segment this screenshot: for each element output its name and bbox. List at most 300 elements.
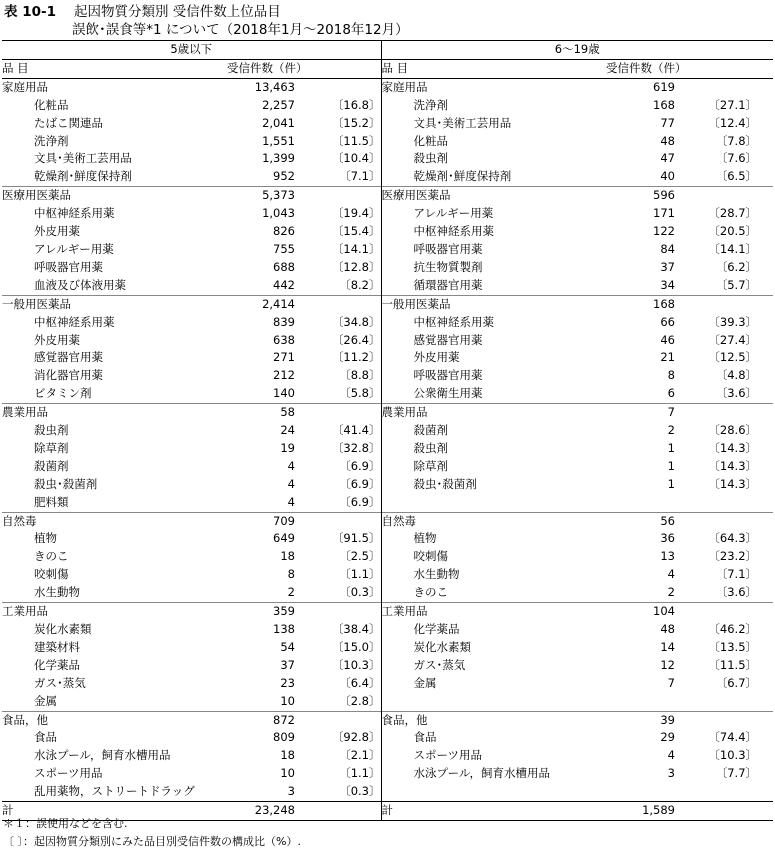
left-item-pct: 〔7.1〕 xyxy=(339,169,381,184)
item-row xyxy=(2,747,773,765)
item-row xyxy=(2,332,773,350)
right-category-pct-empty xyxy=(675,603,773,621)
right-category-count: 596 xyxy=(591,187,675,205)
right-item-name: 殺虫剤 xyxy=(381,150,591,168)
left-item-pct: 〔5.8〕 xyxy=(339,386,381,401)
left-category-name: 医療用医薬品 xyxy=(2,187,212,205)
left-item-count: 37 xyxy=(280,657,295,672)
right-item-count: 6 xyxy=(667,386,675,401)
item-row xyxy=(2,675,773,693)
right-category-pct-empty xyxy=(675,711,773,729)
right-item-name: 殺虫剤 xyxy=(381,440,591,458)
right-item-count xyxy=(591,783,675,801)
right-item-name: 化学薬品 xyxy=(381,621,591,639)
item-row xyxy=(2,150,773,168)
category-row xyxy=(2,78,773,96)
left-item-pct: 〔1.1〕 xyxy=(339,766,381,781)
left-item-count: 952 xyxy=(273,169,295,184)
right-item-pct: 〔14.3〕 xyxy=(708,458,758,473)
right-category-count: 619 xyxy=(591,78,675,96)
right-item-pct: 〔12.5〕 xyxy=(708,350,758,365)
left-item-count: 23 xyxy=(280,675,295,690)
left-item-pct: 〔10.3〕 xyxy=(331,657,381,672)
right-item-pct: 〔11.5〕 xyxy=(708,657,758,672)
left-item-pct: 〔12.8〕 xyxy=(331,259,381,274)
right-item-pct: 〔74.4〕 xyxy=(708,730,758,745)
left-item-count: 1,043 xyxy=(262,206,295,221)
left-item-name: 金属 xyxy=(34,693,57,708)
right-item-name: 炭化水素類 xyxy=(381,639,591,657)
left-item-count: 18 xyxy=(280,748,295,763)
right-item-count: 29 xyxy=(660,730,675,745)
left-item-pct: 〔11.5〕 xyxy=(331,133,381,148)
right-item-pct: 〔23.2〕 xyxy=(708,549,758,564)
right-item-count: 47 xyxy=(660,151,675,166)
category-row xyxy=(2,603,773,621)
category-row xyxy=(2,711,773,729)
right-category-count: 39 xyxy=(591,711,675,729)
left-item-count: 4 xyxy=(287,458,295,473)
item-row xyxy=(2,494,773,512)
right-item-count: 46 xyxy=(660,332,675,347)
left-group-header: 5歳以下 xyxy=(2,41,381,60)
left-item-name: 殺虫･殺菌剤 xyxy=(34,476,98,491)
right-item-pct: 〔7.1〕 xyxy=(715,567,758,582)
left-category-count: 58 xyxy=(212,404,295,422)
left-item-name: 化粧品 xyxy=(34,97,69,112)
left-item-name: 文具･美術工芸用品 xyxy=(34,151,132,166)
item-row xyxy=(2,314,773,332)
left-item-name: 感覚器官用薬 xyxy=(34,350,103,365)
left-item-count: 138 xyxy=(273,622,295,636)
right-item-name: 植物 xyxy=(381,530,591,548)
left-item-pct: 〔0.3〕 xyxy=(339,585,381,600)
right-item-count: 34 xyxy=(660,277,675,292)
left-item-count: 140 xyxy=(273,386,295,401)
footnote-1: ＊１：誤使用などを含む. xyxy=(3,817,128,830)
left-item-name: 乱用薬物，ストリートドラッグ xyxy=(34,784,195,799)
left-category-pct-empty xyxy=(295,187,381,205)
right-item-name: 抗生物質製剤 xyxy=(381,259,591,277)
left-item-pct: 〔8.2〕 xyxy=(339,277,381,292)
right-item-pct: 〔6.2〕 xyxy=(715,259,758,274)
left-category-pct-empty xyxy=(295,603,381,621)
right-item-name: 化粧品 xyxy=(381,133,591,151)
left-item-count: 24 xyxy=(280,423,295,438)
left-item-count: 649 xyxy=(273,531,295,546)
left-category-count: 359 xyxy=(212,603,295,621)
left-item-pct: 〔92.8〕 xyxy=(331,730,381,745)
right-item-pct xyxy=(675,693,773,711)
left-item-pct: 〔15.4〕 xyxy=(331,224,381,239)
item-row xyxy=(2,530,773,548)
left-item-pct: 〔19.4〕 xyxy=(331,206,381,221)
right-item-name: 咬刺傷 xyxy=(381,548,591,566)
left-item-name: 消化器官用薬 xyxy=(34,368,103,383)
left-item-name: 植物 xyxy=(34,531,57,546)
column-header-row xyxy=(2,59,773,78)
left-item-pct: 〔6.9〕 xyxy=(339,476,381,491)
right-item-name: 中枢神経系用薬 xyxy=(381,314,591,332)
left-category-name: 家庭用品 xyxy=(2,78,212,96)
item-row xyxy=(2,458,773,476)
right-item-pct: 〔13.5〕 xyxy=(708,639,758,654)
left-item-pct: 〔11.2〕 xyxy=(331,350,381,365)
right-item-name: 乾燥剤･鮮度保持剤 xyxy=(381,168,591,186)
left-item-name: 水生動物 xyxy=(34,585,80,600)
right-item-name: 呼吸器官用薬 xyxy=(381,241,591,259)
left-category-pct-empty xyxy=(295,78,381,96)
left-category-pct-empty xyxy=(295,295,381,313)
right-item-count: 1 xyxy=(667,440,675,455)
right-category-name: 自然毒 xyxy=(381,512,591,530)
left-category-name: 工業用品 xyxy=(2,603,212,621)
right-item-name: 循環器官用薬 xyxy=(381,277,591,295)
left-item-name: 中枢神経系用薬 xyxy=(34,206,115,221)
right-item-count: 48 xyxy=(660,133,675,148)
item-row xyxy=(2,168,773,186)
right-item-name: 中枢神経系用薬 xyxy=(381,223,591,241)
left-item-count: 212 xyxy=(273,368,295,383)
category-row xyxy=(2,404,773,422)
right-item-count: 36 xyxy=(660,531,675,546)
left-count-header: 受信件数（件） xyxy=(212,59,381,78)
left-item-pct: 〔15.0〕 xyxy=(331,639,381,654)
right-category-pct-empty xyxy=(675,187,773,205)
left-item-name: 中枢神経系用薬 xyxy=(34,314,115,329)
left-item-count: 2,041 xyxy=(262,115,295,130)
right-category-pct-empty xyxy=(675,404,773,422)
left-item-name: 肥料類 xyxy=(34,494,69,509)
left-item-name: 除草剤 xyxy=(34,440,69,455)
left-item-name: 乾燥剤･鮮度保持剤 xyxy=(34,169,132,184)
right-item-count: 21 xyxy=(660,350,675,365)
item-row xyxy=(2,349,773,367)
left-item-name: たばこ関連品 xyxy=(34,115,103,130)
right-item-name: きのこ xyxy=(381,584,591,602)
left-item-count: 826 xyxy=(273,224,295,239)
item-row xyxy=(2,133,773,151)
left-item-name: 水泳プール，飼育水槽用品 xyxy=(34,748,171,763)
left-item-count: 1,399 xyxy=(262,151,295,166)
left-item-name: 血液及び体液用薬 xyxy=(34,277,126,292)
right-item-pct: 〔46.2〕 xyxy=(708,622,758,636)
left-category-count: 5,373 xyxy=(212,187,295,205)
right-item-count: 48 xyxy=(660,622,675,636)
left-item-name: スポーツ用品 xyxy=(34,766,103,781)
item-row xyxy=(2,115,773,133)
right-item-count: 2 xyxy=(667,585,675,600)
right-item-name: 感覚器官用薬 xyxy=(381,332,591,350)
left-item-pct: 〔32.8〕 xyxy=(331,440,381,455)
table-title xyxy=(4,3,281,21)
left-category-name: 食品，他 xyxy=(2,711,212,729)
left-category-pct-empty xyxy=(295,711,381,729)
item-row xyxy=(2,422,773,440)
right-category-name: 食品，他 xyxy=(381,711,591,729)
right-item-header: 品 目 xyxy=(381,59,591,78)
left-item-count: 2,257 xyxy=(262,97,295,112)
table-subtitle: 誤飲･誤食等*1 について（2018年1月～2018年12月） xyxy=(72,22,409,38)
right-category-name: 医療用医薬品 xyxy=(381,187,591,205)
right-item-name: 洗浄剤 xyxy=(381,97,591,115)
left-item-name: 殺菌剤 xyxy=(34,458,69,473)
right-item-pct: 〔3.6〕 xyxy=(715,585,758,600)
right-item-count: 171 xyxy=(653,206,675,221)
right-item-name: 金属 xyxy=(381,675,591,693)
right-item-name: 食品 xyxy=(381,729,591,747)
right-item-count: 3 xyxy=(667,766,675,781)
left-item-name: 建築材料 xyxy=(34,639,80,654)
item-row xyxy=(2,367,773,385)
right-item-count: 1 xyxy=(667,458,675,473)
category-row xyxy=(2,295,773,313)
right-item-count: 2 xyxy=(667,423,675,438)
left-item-pct: 〔6.9〕 xyxy=(339,458,381,473)
right-item-name: 殺虫･殺菌剤 xyxy=(381,476,591,494)
right-category-count: 168 xyxy=(591,295,675,313)
table-number: 表 10-1 xyxy=(4,4,56,20)
right-item-pct: 〔27.1〕 xyxy=(708,97,758,112)
left-item-name: アレルギー用薬 xyxy=(34,241,114,256)
left-item-count: 4 xyxy=(287,476,295,491)
left-item-pct: 〔10.4〕 xyxy=(331,151,381,166)
left-category-pct-empty xyxy=(295,404,381,422)
left-category-count: 2,414 xyxy=(212,295,295,313)
right-item-count: 4 xyxy=(667,748,675,763)
right-item-pct: 〔14.3〕 xyxy=(708,476,758,491)
right-item-pct: 〔6.5〕 xyxy=(715,169,758,184)
right-item-name xyxy=(381,783,591,801)
left-item-name: 外皮用薬 xyxy=(34,224,80,239)
table-body xyxy=(2,41,773,821)
left-item-name: ビタミン剤 xyxy=(34,386,92,401)
right-category-pct-empty xyxy=(675,78,773,96)
item-row xyxy=(2,440,773,458)
left-item-pct: 〔34.8〕 xyxy=(331,314,381,329)
left-total-label: 計 xyxy=(2,802,212,821)
right-item-count: 40 xyxy=(660,169,675,184)
left-item-pct: 〔2.8〕 xyxy=(339,693,381,708)
item-row xyxy=(2,97,773,115)
right-item-pct: 〔7.7〕 xyxy=(715,766,758,781)
right-item-name: 呼吸器官用薬 xyxy=(381,367,591,385)
left-item-count: 8 xyxy=(287,567,295,582)
right-total-count: 1,589 xyxy=(591,802,675,821)
right-item-name: 除草剤 xyxy=(381,458,591,476)
right-item-name: 文具･美術工芸用品 xyxy=(381,115,591,133)
left-item-count: 809 xyxy=(273,730,295,745)
left-category-count: 872 xyxy=(212,711,295,729)
left-item-pct: 〔0.3〕 xyxy=(339,784,381,799)
right-item-pct: 〔7.6〕 xyxy=(715,151,758,166)
left-category-name: 自然毒 xyxy=(2,512,212,530)
item-row xyxy=(2,621,773,639)
left-item-count: 10 xyxy=(280,766,295,781)
item-row xyxy=(2,277,773,295)
left-item-name: 殺虫剤 xyxy=(34,423,69,438)
item-row xyxy=(2,223,773,241)
right-item-pct: 〔10.3〕 xyxy=(708,748,758,763)
category-row xyxy=(2,187,773,205)
right-category-pct-empty xyxy=(675,295,773,313)
left-category-count: 13,463 xyxy=(212,78,295,96)
item-row xyxy=(2,693,773,711)
right-category-count: 56 xyxy=(591,512,675,530)
left-item-pct: 〔38.4〕 xyxy=(331,622,381,636)
item-row xyxy=(2,639,773,657)
left-total-count: 23,248 xyxy=(212,802,295,821)
left-item-count: 442 xyxy=(273,277,295,292)
right-item-pct: 〔64.3〕 xyxy=(708,531,758,546)
right-item-count: 168 xyxy=(653,97,675,112)
left-item-pct: 〔91.5〕 xyxy=(331,531,381,546)
left-item-count: 19 xyxy=(280,440,295,455)
right-item-pct: 〔14.3〕 xyxy=(708,440,758,455)
left-item-pct: 〔16.8〕 xyxy=(331,97,381,112)
left-item-name: 呼吸器官用薬 xyxy=(34,259,103,274)
left-item-name: 咬刺傷 xyxy=(34,567,69,582)
right-item-name: 外皮用薬 xyxy=(381,349,591,367)
right-item-count xyxy=(591,693,675,711)
right-category-name: 一般用医薬品 xyxy=(381,295,591,313)
right-category-count: 7 xyxy=(591,404,675,422)
left-item-pct: 〔2.1〕 xyxy=(339,748,381,763)
right-item-pct: 〔14.1〕 xyxy=(708,241,758,256)
item-row xyxy=(2,729,773,747)
right-item-name: スポーツ用品 xyxy=(381,747,591,765)
right-item-count xyxy=(591,494,675,512)
right-item-name: 公衆衛生用薬 xyxy=(381,385,591,403)
left-item-pct: 〔15.2〕 xyxy=(331,115,381,130)
right-item-pct: 〔20.5〕 xyxy=(708,224,758,239)
right-item-pct: 〔28.6〕 xyxy=(708,423,758,438)
left-item-pct: 〔2.5〕 xyxy=(339,549,381,564)
item-row xyxy=(2,241,773,259)
right-item-count: 13 xyxy=(660,549,675,564)
left-item-pct: 〔14.1〕 xyxy=(331,241,381,256)
left-item-header: 品 目 xyxy=(2,59,212,78)
data-table xyxy=(2,40,773,821)
right-item-pct: 〔39.3〕 xyxy=(708,314,758,329)
item-row xyxy=(2,259,773,277)
left-item-count: 54 xyxy=(280,639,295,654)
right-item-pct: 〔4.8〕 xyxy=(715,368,758,383)
right-category-pct-empty xyxy=(675,512,773,530)
right-item-count: 122 xyxy=(653,224,675,239)
right-item-pct: 〔12.4〕 xyxy=(708,115,758,130)
right-category-name: 家庭用品 xyxy=(381,78,591,96)
left-item-count: 638 xyxy=(273,332,295,347)
left-item-count: 18 xyxy=(280,549,295,564)
left-item-name: 洗浄剤 xyxy=(34,133,69,148)
right-item-count: 66 xyxy=(660,314,675,329)
right-item-name: 水泳プール，飼育水槽用品 xyxy=(381,765,591,783)
left-item-count: 1,551 xyxy=(262,133,295,148)
right-item-name: 殺菌剤 xyxy=(381,422,591,440)
item-row xyxy=(2,657,773,675)
left-item-count: 4 xyxy=(287,494,295,509)
right-item-count: 37 xyxy=(660,259,675,274)
left-item-count: 755 xyxy=(273,241,295,256)
item-row xyxy=(2,783,773,801)
left-item-name: 外皮用薬 xyxy=(34,332,80,347)
left-category-name: 一般用医薬品 xyxy=(2,295,212,313)
item-row xyxy=(2,476,773,494)
right-item-count: 4 xyxy=(667,567,675,582)
left-item-name: ガス･蒸気 xyxy=(34,675,86,690)
right-item-pct: 〔28.7〕 xyxy=(708,206,758,221)
right-item-pct xyxy=(675,783,773,801)
item-row xyxy=(2,205,773,223)
left-item-count: 2 xyxy=(287,585,295,600)
left-item-pct: 〔41.4〕 xyxy=(331,423,381,438)
left-category-count: 709 xyxy=(212,512,295,530)
item-row xyxy=(2,584,773,602)
footnote-2: 〔 〕：起因物質分類別にみた品目別受信件数の構成比（%）. xyxy=(3,835,301,848)
right-item-pct: 〔7.8〕 xyxy=(715,133,758,148)
item-row xyxy=(2,566,773,584)
right-item-pct xyxy=(675,494,773,512)
left-item-count: 839 xyxy=(273,314,295,329)
right-item-count: 84 xyxy=(660,241,675,256)
right-item-count: 1 xyxy=(667,476,675,491)
item-row xyxy=(2,548,773,566)
left-item-name: きのこ xyxy=(34,549,69,564)
left-item-pct: 〔6.9〕 xyxy=(339,494,381,509)
left-item-name: 食品 xyxy=(34,730,57,745)
group-header-row xyxy=(2,41,773,60)
left-category-name: 農業用品 xyxy=(2,404,212,422)
left-item-count: 271 xyxy=(273,350,295,365)
item-row xyxy=(2,765,773,783)
left-item-count: 10 xyxy=(280,693,295,708)
left-item-count: 3 xyxy=(287,784,295,799)
title-main: 起因物質分類別 受信件数上位品目 xyxy=(73,4,281,20)
right-item-name: ガス･蒸気 xyxy=(381,657,591,675)
right-item-pct: 〔3.6〕 xyxy=(715,386,758,401)
right-total-pct-empty xyxy=(675,802,773,821)
right-item-count: 8 xyxy=(667,368,675,383)
right-item-name: 水生動物 xyxy=(381,566,591,584)
right-total-label: 計 xyxy=(381,802,591,821)
left-item-pct: 〔6.4〕 xyxy=(339,675,381,690)
right-item-name: アレルギー用薬 xyxy=(381,205,591,223)
right-item-pct: 〔5.7〕 xyxy=(715,277,758,292)
item-row xyxy=(2,385,773,403)
right-group-header: 6～19歳 xyxy=(381,41,773,60)
left-category-pct-empty xyxy=(295,512,381,530)
right-item-count: 12 xyxy=(660,657,675,672)
right-count-header: 受信件数（件） xyxy=(591,59,773,78)
left-item-count: 688 xyxy=(273,259,295,274)
right-category-count: 104 xyxy=(591,603,675,621)
left-total-pct-empty xyxy=(295,802,381,821)
right-category-name: 工業用品 xyxy=(381,603,591,621)
left-item-pct: 〔1.1〕 xyxy=(339,567,381,582)
right-item-count: 77 xyxy=(660,115,675,130)
left-item-pct: 〔26.4〕 xyxy=(331,332,381,347)
right-item-pct: 〔27.4〕 xyxy=(708,332,758,347)
category-row xyxy=(2,512,773,530)
left-item-pct: 〔8.8〕 xyxy=(339,368,381,383)
right-category-name: 農業用品 xyxy=(381,404,591,422)
right-item-pct: 〔6.7〕 xyxy=(715,675,758,690)
footnotes xyxy=(3,815,301,851)
left-item-name: 化学薬品 xyxy=(34,657,80,672)
right-item-name xyxy=(381,494,591,512)
right-item-count: 7 xyxy=(667,675,675,690)
